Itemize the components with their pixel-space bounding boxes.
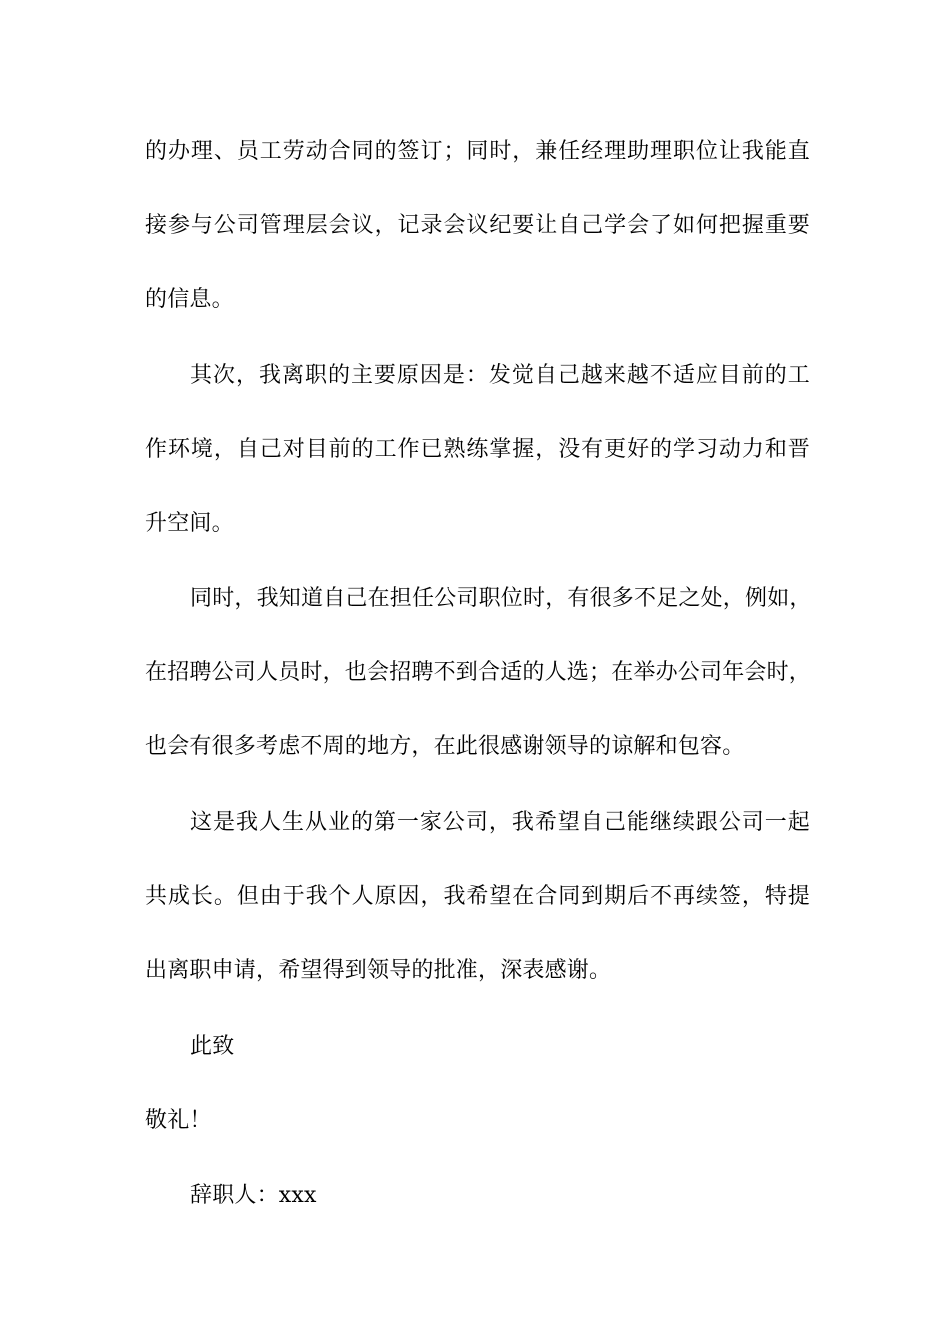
closing-salutation: 此致 <box>190 1034 235 1059</box>
paragraph-1-line-2: 接参与公司管理层会议，记录会议纪要让自己学会了如何把握重要 <box>145 213 810 238</box>
paragraph-4-line-1: 这是我人生从业的第一家公司，我希望自己能继续跟公司一起 <box>190 810 810 835</box>
paragraph-2-line-2: 作环境，自己对目前的工作已熟练掌握，没有更好的学习动力和晋 <box>145 437 810 462</box>
paragraph-2-line-3: 升空间。 <box>145 511 234 536</box>
paragraph-1-line-3: 的信息。 <box>145 287 234 312</box>
paragraph-1-line-1: 的办理、员工劳动合同的签订；同时，兼任经理助理职位让我能直 <box>145 139 810 164</box>
paragraph-3-line-2: 在招聘公司人员时，也会招聘不到合适的人选；在举办公司年会时， <box>145 660 812 685</box>
paragraph-3-line-1: 同时，我知道自己在担任公司职位时，有很多不足之处，例如， <box>190 586 812 611</box>
paragraph-3-line-3: 也会有很多考虑不周的地方，在此很感谢领导的谅解和包容。 <box>145 734 745 759</box>
paragraph-4-line-2: 共成长。但由于我个人原因，我希望在合同到期后不再续签，特提 <box>145 884 810 909</box>
signature-line: 辞职人：xxx <box>190 1183 317 1208</box>
paragraph-2-line-1: 其次，我离职的主要原因是：发觉自己越来越不适应目前的工 <box>190 363 810 388</box>
paragraph-4-line-3: 出离职申请，希望得到领导的批准，深表感谢。 <box>145 958 612 983</box>
closing-regards: 敬礼！ <box>145 1108 212 1133</box>
